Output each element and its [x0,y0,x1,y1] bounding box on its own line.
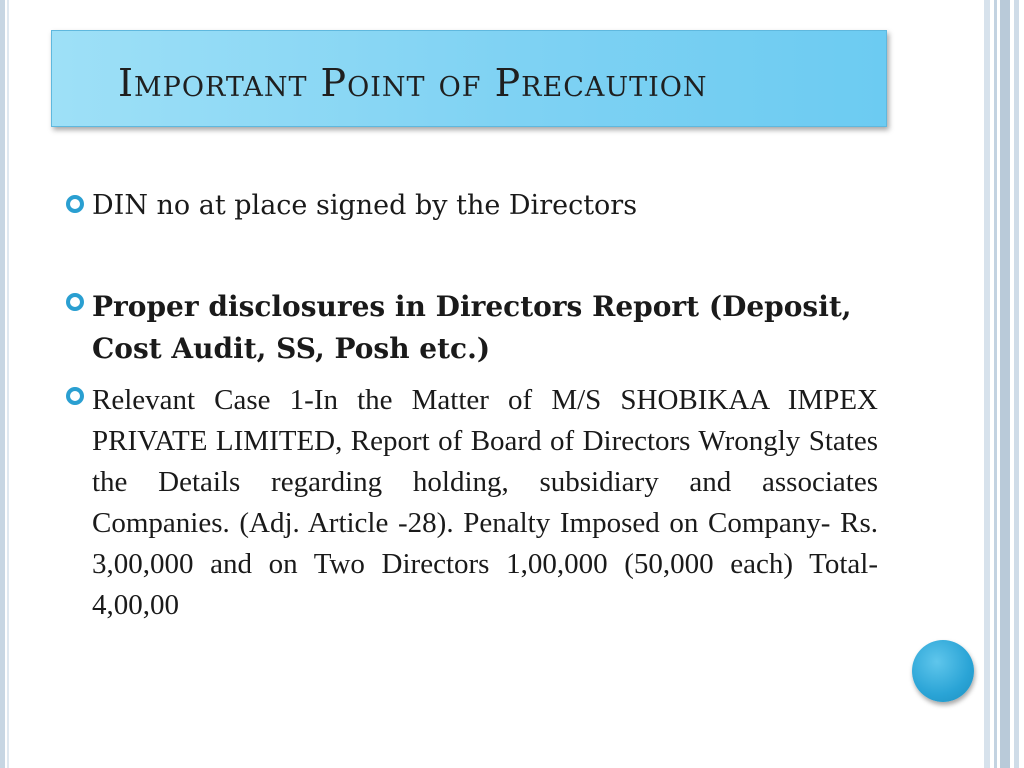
decorative-circle [912,640,974,702]
title-box [51,30,887,127]
left-border-stripe [0,0,5,768]
right-decorative-border [984,0,1024,768]
right-border-stripe [1000,0,1010,768]
bullet-text-din: DIN no at place signed by the Directors [92,190,638,221]
slide-title: Important Point of Precaution [118,61,708,105]
bullet-ring-icon [66,387,84,405]
right-border-stripe [984,0,990,768]
right-border-stripe [994,0,997,768]
bullet-text-case: Relevant Case 1-In the Matter of M/S SHOBIKAA IMPEX PRIVATE LIMITED, Report of Board of Directors Wrongly States the Details regarding holding, subsidiary and associates Companies. (Adj. Article -28). Penalty Imposed on Company- Rs. 3,00,000 and on Two Directors 1,00,000 (50,000 each) Total- 4,00,00 [92,384,878,621]
bullet-ring-icon [66,293,84,311]
bullet-ring-icon [66,195,84,213]
left-decorative-border [0,0,12,768]
bullet-text-disclosures: Proper disclosures in Directors Report (Deposit, Cost Audit, SS, Posh etc.) [92,290,852,365]
right-border-stripe [1014,0,1019,768]
left-border-stripe [7,0,9,768]
